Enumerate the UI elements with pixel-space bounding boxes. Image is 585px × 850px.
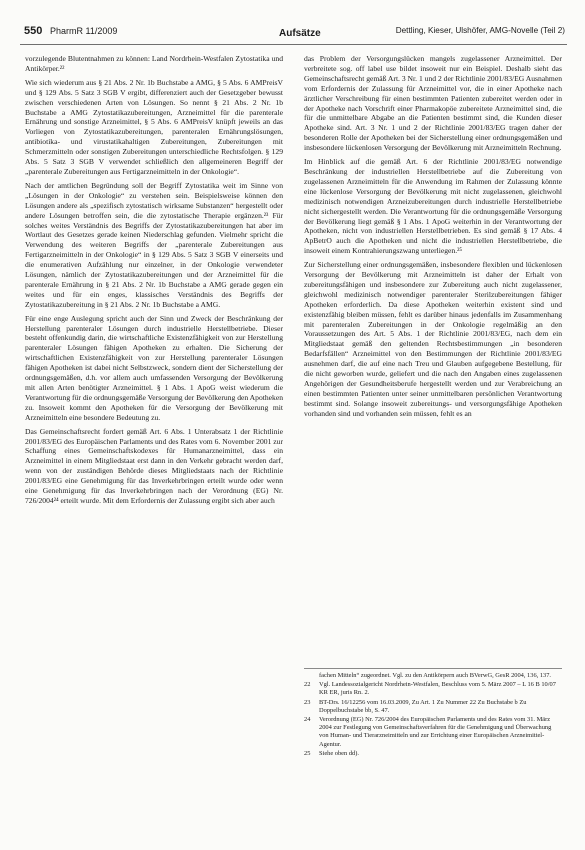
page-number: 550	[24, 25, 43, 37]
running-title: Dettling, Kieser, Ulshöfer, AMG-Novelle (Teil 2)	[395, 26, 565, 35]
section-title: Aufsätze	[279, 28, 321, 39]
footnote	[304, 750, 562, 758]
paragraph: Für eine enge Auslegung spricht auch der Sinn und Zweck der Beschränkung der Herstellung parenteraler Lösungen durch industrielle Herstellbetriebe. Dieser besteht offenkundig darin, die wirtschaftliche Existenzfähigkeit von zur Herstellung parenteraler Lösungen fähigen Apotheken zu erhalten. Die Sicherung der wirtschaftlichen Existenzfähigkeit von zur Herstellung parenteraler Lösungen fähigen Apotheken ist dabei nicht Selbstzweck, sondern dient der Sicherstellung der ordnungsgemäßen, d.h. vor allem auch umfassenden Versorgung der Bevölkerung mit allen Arten benötigter Arzneimittel. § 1 Abs. 1 ApoG weist wiederum die Verantwortung für die ordnungsgemäße Versorgung der Bevölkerung den Apotheken zu. Insoweit kommt den Apotheken für die Versorgung der Bevölkerung mit Arzneimitteln eine besondere Bedeutung zu.	[25, 313, 283, 422]
footnote	[304, 681, 562, 697]
footnote-text: Siehe oben dd).	[319, 749, 359, 757]
footnote	[304, 672, 562, 680]
paragraph: Wie sich wiederum aus § 21 Abs. 2 Nr. 1b Buchstabe a AMG, § 5 Abs. 6 AMPreisV und § 129 Abs. 5 Satz 3 SGB V ergibt, differenziert auch der Gesetzgeber bewusst zwischen verschiedenen Arten von Lösungen. So nennt § 21 Abs. 2 Nr. 1b Buchstabe a AMG Zytostatikazubereitungen, Arzneimittel für die parenterale Ernährung und sonstige Arzneimittel, § 5 Abs. 6 AMPreisV knüpft jeweils an das Vorliegen von Zytostatikazubereitungen, parenteralen Ernährungslösungen, antibiotika- und virustatikahaltigen Zubereitungen, Zubereitungen mit Schmerzmitteln oder sonstigen Zubereitungen unterschiedliche Rechtsfolgen. § 129 Abs. 5 Satz 3 SGB V verwendet schließlich den allgemeineren Begriff der „parenterale Zubereitungen aus Fertigarzneimitteln in der Onkologie“.	[25, 77, 283, 176]
footnote	[304, 699, 562, 715]
footnote-number: 22	[304, 681, 311, 689]
paragraph: Das Gemeinschaftsrecht fordert gemäß Art. 6 Abs. 1 Unterabsatz 1 der Richtlinie 2001/83/EG des Europäischen Parlaments und des Rates vom 6. November 2001 zur Schaffung eines Gemeinschaftskodexes für Humanarzneimittel, dass ein Arzneimittel in einem Mitgliedstaat erst dann in den Verkehr gebracht werden darf, wenn von der zuständigen Behörde dieses Mitgliedstaats nach der Richtlinie 2001/83/EG eine Genehmigung für das Inverkehrbringen erteilt wurde oder wenn eine Genehmigung für das Inverkehrbringen nach der Verordnung (EG) Nr. 726/2004²⁴ erteilt wurde. Mit dem Erfordernis der Zulassung ergibt sich aber auch	[25, 426, 283, 505]
footnote-number: 24	[304, 716, 311, 724]
footnote-text: Vgl. Landessozialgericht Nordrhein-Westfalen, Beschluss vom 5. März 2007 – L 16 B 10/07 KR ER, juris Rn. 2.	[319, 681, 556, 697]
left-column	[25, 54, 283, 846]
footnote-number: 23	[304, 698, 311, 706]
footnote-number	[304, 672, 319, 680]
footnote-text: fachen Mitteln“ zugeordnet. Vgl. zu den Antikörpern auch BVerwG, GesR 2004, 136, 137.	[319, 672, 552, 679]
footnotes	[304, 668, 562, 850]
paragraph: Nach der amtlichen Begründung soll der Begriff Zytostatika weit im Sinne von „Lösungen in der Onkologie“ zu verstehen sein. Beispielsweise können den Lösungen andere als „spezifisch zytostatisch wirksame Substanzen“ hergestellt oder andere Lösungen betroffen sein, die die zytostatische Therapie ergänzen.²³ Für solches weites Verständnis des Begriffs der Zytostatikazubereitungen hat aber im Wortlaut des Gesetzes gerade keinen Niederschlag gefunden. Vielmehr spricht die Verwendung des weiteren Begriffs der „parenterale Zubereitungen aus Fertigarzneimitteln in der Onkologie“ in § 129 Abs. 5 Satz 3 SGB V einerseits und die enumerativen Aufzählung nur einzelner, in der Onkologie verwendeter Lösungen, nämlich der Zytostatikazubereitungen und der Arzneimittel für die parenterale Ernährung in § 21 Abs. 2 Nr. 1b Buchstabe a AMG gerade gegen ein weites und für ein enges, klassisches Verständnis des Begriffs der Zytostatikazubereitung in § 21 Abs. 2 Nr. 1b Buchstabe a AMG.	[25, 180, 283, 309]
footnote	[304, 716, 562, 749]
page-header	[20, 22, 567, 45]
paragraph: Im Hinblick auf die gemäß Art. 6 der Richtlinie 2001/83/EG notwendige Beschränkung der industriellen Herstellbetriebe auf die Zubereitung von zugelassenen Arzneimitteln für die Anwendung im Rahmen der Zulassung könnte eine lückenlose Versorgung der Bevölkerung mit nicht zugelassenen, gleichwohl medizinisch notwendigen Arzneizubereitungen durch industrielle Herstellbetriebe nicht sichergestellt werden. Die Verantwortung für die ordnungsgemäße Versorgung der Bevölkerung liegt gemäß § 1 Abs. 1 ApoG weiterhin in der Verantwortung der Apotheken, nicht von industriellen Herstellbetrieben. Es sind gemäß § 17 Abs. 4 ApBetrO auch die Apotheken und nicht die industriellen Herstellbetriebe, die insoweit einem Kontrahierungszwang unterliegen.²⁵	[304, 157, 562, 256]
footnote-text: BT-Drs. 16/12256 vom 16.03.2009, Zu Art. 1 Zu Nummer 22 Zu Buchstabe b Zu Doppelbuchstabe bb, S. 47.	[319, 698, 527, 714]
paragraph: vorzulegende Blutentnahmen zu können: Land Nordrhein-Westfalen Zytostatika und Antikörper.²²	[25, 54, 283, 73]
right-column	[304, 54, 562, 674]
paragraph: das Problem der Versorgungslücken mangels zugelassener Arzneimittel. Der verbreitete sog. off label use bildet insoweit nur ein Beispiel. Deshalb sieht das Gemeinschaftsrecht gemäß Art. 3 Nr. 1 und 2 der Richtlinie 2001/83/EG Ausnahmen vom Erfordernis der Zulassung für Arzneimittel vor, die in einer Apotheke nach ärztlicher Verschreibung für einen bestimmten Patienten zubereitet werden oder in der Apotheke nach Vorschrift einer Pharmakopöe zubereitete Arzneimittel sind, die für die unmittelbare Abgabe an die Patienten bestimmt sind, die Kunden dieser Apotheke sind. Art. 3 Nr. 1 und 2 der Richtlinie 2001/83/EG tragen daher der besonderen Rolle der Apotheken bei der Sicherstellung einer ordnungsgemäßen und insbesondere lückenlosen Versorgung der Bevölkerung mit Arzneimitteln Rechnung.	[304, 54, 562, 153]
footnote-number: 25	[304, 749, 311, 757]
journal-name: PharmR 11/2009	[50, 26, 118, 36]
paragraph: Zur Sicherstellung einer ordnungsgemäßen, insbesondere flexiblen und lückenlosen Versorgung der Bevölkerung mit Arzneimitteln ist daher der Erhalt von zubereitungsfähigen und insbesondere zur Zubereitung auch nicht zugelassener, gleichwohl medizinisch notwendiger parenteraler Sterilzubereitungen fähiger Apotheken erforderlich. Da diese Apotheken weiterhin existent sind und existenzfähig bleiben müssen, fehlt es darüber hinaus jedenfalls im Zusammenhang mit parenteralen Zubereitungen in der Onkologie regelmäßig an den Voraussetzungen des Art. 5 Abs. 1 der Richtlinie 2001/83/EG, nach dem ein Mitgliedstaat gemäß den geltenden Rechtsbestimmungen „in besonderen Bedarfsfällen“ Arzneimittel von den Bestimmungen der Richtlinie 2001/83/EG ausnehmen darf, die auf eine nach Treu und Glauben aufgegebene Bestellung, für die nicht geworben wurde, geliefert und die nach den Angaben eines zugelassenen Angehörigen der Gesundheitsberufe hergestellt werden und zur Verabreichung an einen bestimmten Patienten unter seiner unmittelbaren persönlichen Verantwortung bestimmt sind. Solange insoweit zubereitungs- und versorgungsfähige Apotheken vorhanden sind und vorhanden sein müssen, fehlt es an	[304, 260, 562, 418]
footnote-text: Verordnung (EG) Nr. 726/2004 des Europäischen Parlaments und des Rates vom 31. März 2004 zur Festlegung von Gemeinschaftsverfahren für die Genehmigung und Überwachung von Human- und Tierarzneimitteln und zur Errichtung einer Europäischen Arzneimittel-Agentur.	[319, 716, 552, 748]
